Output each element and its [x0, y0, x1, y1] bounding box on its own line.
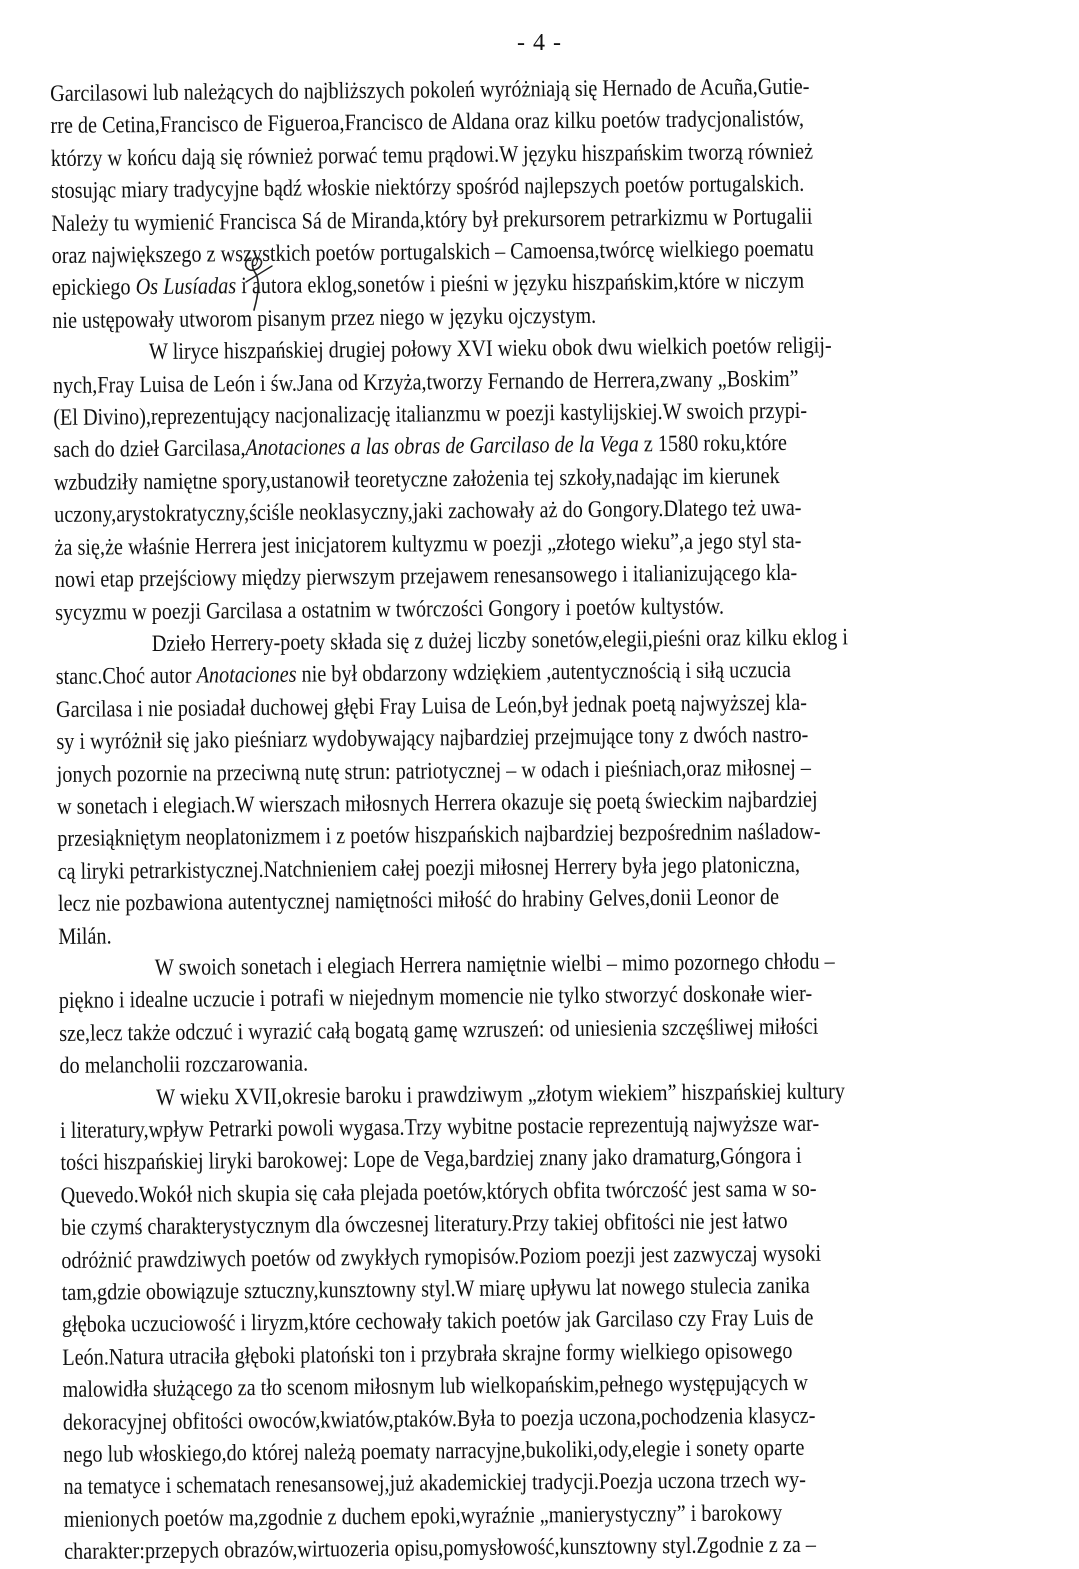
text-segment: sach do dzieł Garcilasa,: [53, 435, 246, 464]
text-segment: z 1580 roku,które: [638, 430, 788, 458]
text-line: jonych pozornie na przeciwną nutę strun: patriotycznej – w odach i pieśniach,oraz miłosnej –: [56, 754, 812, 788]
text-line: lecz nie pozbawiona autentycznej namiętności miłość do hrabiny Gelves,donii Leonor de: [57, 884, 780, 918]
text-line: malowidła służącego za tło scenom miłosnym lub wielkopańskim,pełnego występujących w: [62, 1370, 809, 1404]
text-line: Quevedo.Wokół nich skupia się cała plejada poetów,których obfita twórczość jest sama w so-: [60, 1175, 817, 1209]
text-line: odróżnić prawdziwych poetów od zwykłych rymopisów.Poziom poezji jest zazwyczaj wysoki: [61, 1240, 822, 1274]
text-line: piękno i idealne uczucie i potrafi w niejednym momencie nie tylko stworzyć doskonałe wier-: [58, 981, 813, 1015]
text-line: stosując miary tradycyjne bądź włoskie niektórzy spośród najlepszych poetów portugalskich.: [50, 170, 805, 205]
text-line: i literatury,wpływ Petrarki powoli wygasa.Trzy wybitne postacie reprezentują najwyższe war-: [59, 1110, 820, 1144]
text-line: Garcilasowi lub należących do najbliższych pokoleń wyróżniają się Hernado de Acuña,Gutie-: [50, 73, 810, 107]
text-line: uczony,arystokratyczny,ściśle neoklasyczny,jaki zachowały aż do Gongory.Dlatego też uwa-: [54, 495, 802, 529]
text-line: Garcilasa i nie posiadał duchowej głębi Fray Luisa de León,był jednak poetą najwyższej kla-: [55, 689, 808, 723]
text-line: nych,Fray Luisa de León i św.Jana od Krzyża,tworzy Fernando de Herrera,zwany „Boskim”: [52, 365, 799, 399]
text-line: bie czymś charakterystycznym dla ówczesnej literatury.Przy takiej obfitości nie jest łatwo: [60, 1208, 788, 1242]
text-line: przesiąkniętym neoplatonizmem i z poetów hiszpańskich najbardziej bezpośrednim naśladow-: [57, 818, 821, 853]
text-line: Milán.: [58, 923, 112, 950]
text-line: cą liryki petrarkistycznej.Natchnieniem całej poezji miłosnej Herrery była jego platoniczna,: [57, 851, 801, 885]
text-line: tości hiszpańskiej liryki barokowej: Lope de Vega,bardziej znany jako dramaturg,Góngora i: [60, 1143, 802, 1177]
text-line: nego lub włoskiego,do której należą poematy narracyjne,bukoliki,ody,elegie i sonety oparte: [63, 1434, 805, 1468]
text-line: sze,lecz także odczuć i wyrazić całą bogatą gamę wzruszeń: od uniesienia szczęśliwej miłości: [59, 1013, 819, 1047]
text-line: charakter:przepych obrazów,wirtuozeria opisu,pomysłowość,kunsztowny styl.Zgodnie z za –: [64, 1531, 817, 1566]
text-line: sy i wyróżnił się jako pieśniarz wydobywający najbardziej przejmujące tony z dwóch nastro-: [56, 721, 809, 756]
document-body: [50, 69, 1034, 1569]
text-line: w sonetach i elegiach.W wierszach miłosnych Herrera okazuje się poetą świeckim najbardziej: [56, 786, 818, 820]
paragraph-first-line: W wieku XVII,okresie baroku i prawdziwym „złotym wiekiem” hiszpańskiej kultury: [155, 1078, 846, 1111]
text-line: oraz największego z wszystkich poetów portugalskich – Camoensa,twórcę wielkiego poematu: [51, 235, 814, 270]
text-line: do melancholii rozczarowania.: [59, 1050, 309, 1080]
paragraph-first-line: W swoich sonetach i elegiach Herrera namiętnie wielbi – mimo pozornego chłodu –: [154, 948, 835, 982]
text-line: ża się,że właśnie Herrera jest inicjatorem kultyzmu w poezji „złotego wieku”,a jego styl sta-: [54, 527, 802, 561]
text-line: (El Divino),reprezentujący nacjonalizację italianzmu w poezji kastylijskiej.W swoich przypi-: [53, 397, 808, 432]
italic-title: Os Lusíadas: [135, 273, 237, 301]
text-line: wzbudziły namiętne spory,ustanowił teoretyczne założenia tej szkoły,nadając im kierunek: [53, 462, 780, 496]
text-line: tam,gdzie obowiązuje sztuczny,kunsztowny styl.W miarę upływu lat nowego stulecia zanika: [61, 1272, 810, 1306]
text-segment: stanc.Choć autor: [55, 662, 197, 691]
text-line: nie ustępowały utworom pisanym przez niego w języku ojczystym.: [52, 302, 597, 334]
italic-title: Anotaciones a las obras de Garcilaso de la Vega: [245, 431, 639, 462]
text-segment: nie był obdarzony wdziękiem ,autentycznością i siłą uczucia: [296, 657, 792, 688]
text-line: sycyzmu w poezji Garcilasa a ostatnim w twórczości Gongory i poetów kultystów.: [55, 593, 725, 626]
page-number: [0, 30, 913, 57]
text-segment: i autora eklog,sonetów i pieśni w języku hiszpańskim,które w niczym: [236, 268, 805, 300]
paragraph-first-line: Dzieło Herrery-poety składa się z dużej liczby sonetów,elegii,pieśni oraz kilku eklog i: [151, 624, 849, 657]
text-line: rre de Cetina,Francisco de Figueroa,Francisco de Aldana oraz kilku poetów tradycjonalistów,: [50, 106, 805, 140]
text-line: León.Natura utraciła głęboki platoński ton i przybrała skrajne formy wielkiego opisowego: [62, 1337, 793, 1371]
text-line: dekoracyjnej obfitości owoców,kwiatów,ptaków.Była to poezja uczona,pochodzenia klasycz-: [62, 1402, 816, 1436]
text-segment: epickiego: [51, 274, 136, 302]
text-line: nowi etap przejściowy między pierwszym przejawem renesansowego i italianizującego kla-: [54, 559, 798, 594]
text-line: Należy tu wymienić Francisca Sá de Miranda,który był prekursorem petrarkizmu w Portugalii: [51, 203, 813, 237]
page-number-label: - 4 -: [517, 30, 562, 56]
text-line: głęboka uczuciowość i liryzm,które cechowały takich poetów jak Garcilaso czy Fray Luis de: [61, 1305, 814, 1339]
paragraph-first-line: W liryce hiszpańskiej drugiej połowy XVI wieku obok dwu wielkich poetów religij-: [148, 332, 832, 366]
text-line: mienionych poetów ma,zgodnie z duchem epoki,wyraźnie „manierystyczny” i barokowy: [63, 1499, 783, 1533]
text-line: którzy w końcu dają się również porwać temu prądowi.W języku hiszpańskim tworzą również: [50, 138, 814, 172]
text-line: na tematyce i schematach renesansowej,już akademickiej tradycji.Poezja uczona trzech wy-: [63, 1467, 806, 1501]
italic-title: Anotaciones: [196, 661, 297, 689]
